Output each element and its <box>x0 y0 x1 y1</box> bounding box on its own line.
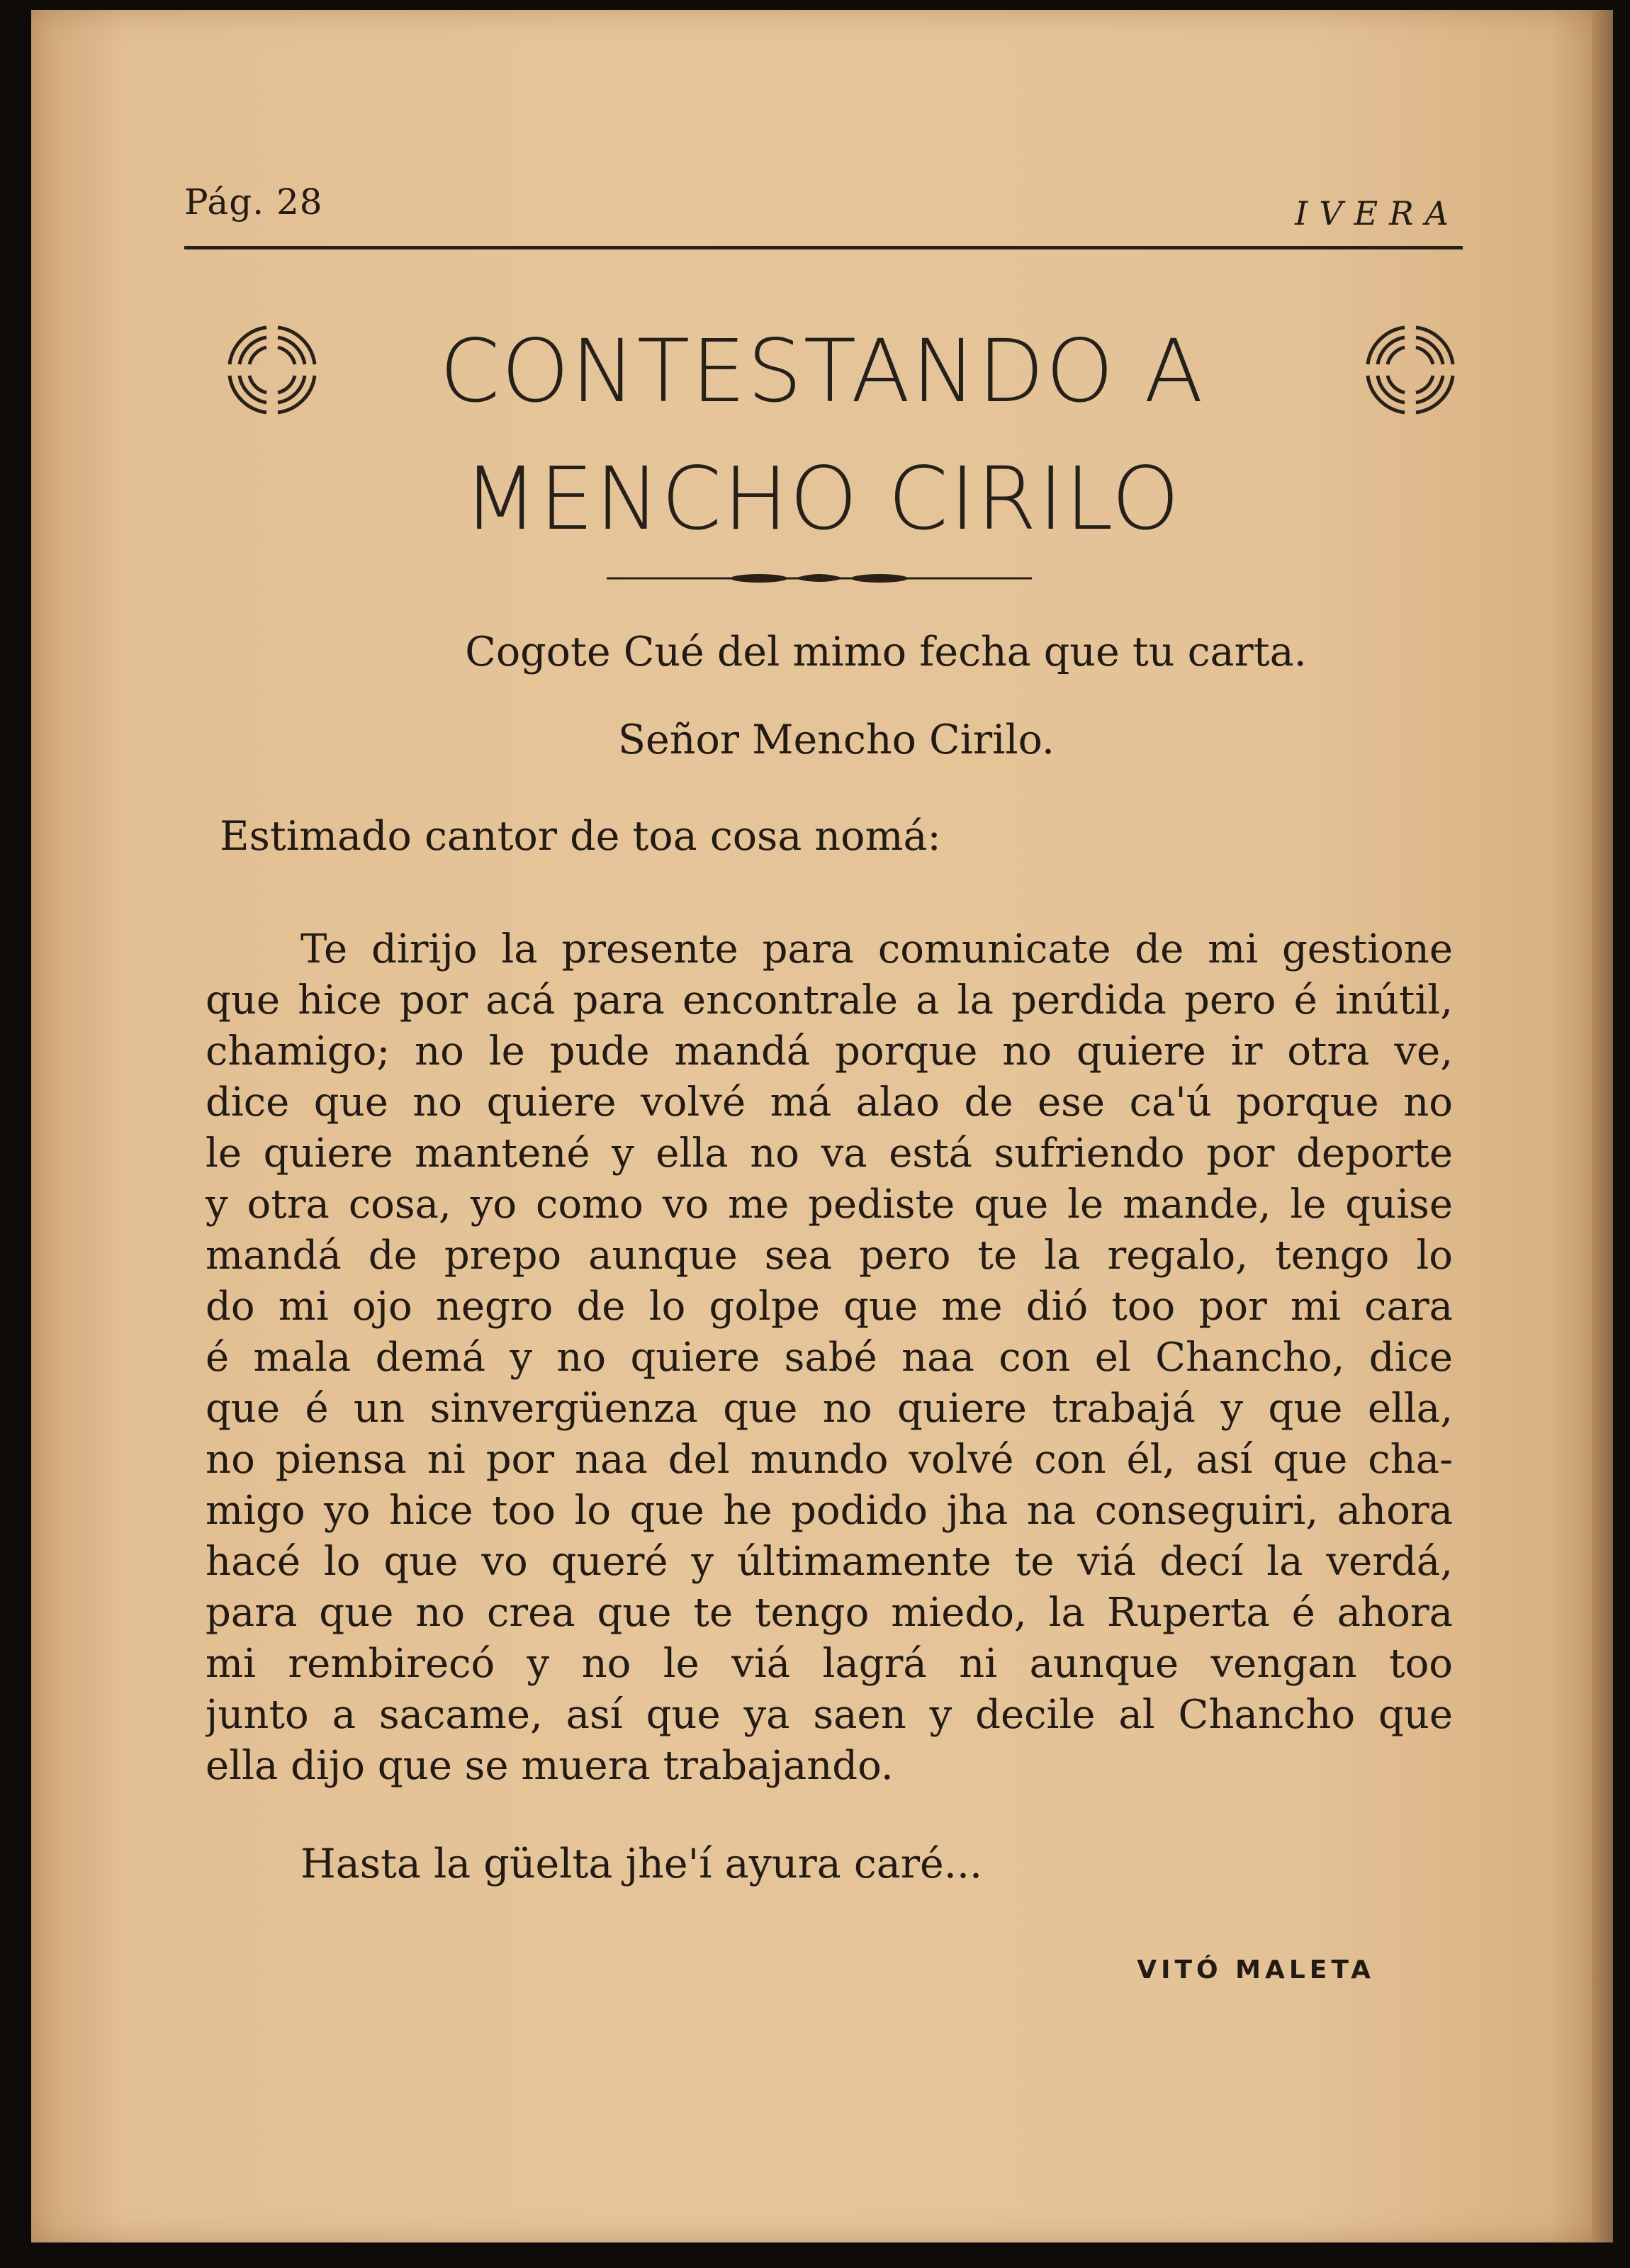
paragraph-line: dice que no quiere volvé má alao de ese ca'ú porque no <box>206 1079 1453 1125</box>
book-page <box>31 10 1613 2242</box>
paragraph-line: do mi ojo negro de lo golpe que me dió too por mi cara <box>206 1284 1453 1330</box>
circular-ornament-icon <box>1361 320 1460 420</box>
paragraph-line: chamigo; no le pude mandá porque no quiere ir otra ve, <box>206 1028 1453 1074</box>
paragraph-line: le quiere mantené y ella no va está sufriendo por deporte <box>206 1130 1453 1177</box>
paragraph-line: ella dijo que se muera trabajando. <box>206 1743 894 1789</box>
paragraph-line: é mala demá y no quiere sabé naa con el Chancho, dice <box>206 1335 1453 1381</box>
paragraph-line: y otra cosa, yo como vo me pediste que le mande, le quise <box>206 1181 1453 1228</box>
decorative-divider <box>607 570 1032 587</box>
paragraph-line: hacé lo que vo queré y últimamente te viá decí la verdá, <box>206 1539 1453 1585</box>
paragraph-line: para que no crea que te tengo miedo, la Ruperta é ahora <box>206 1590 1453 1636</box>
paragraph-line: mandá de prepo aunque sea pero te la regalo, tengo lo <box>206 1233 1453 1279</box>
page-header <box>184 173 1460 230</box>
letter-dateline: Cogote Cué del mimo fecha que tu carta. <box>465 629 1307 675</box>
magazine-name: IVERA <box>1295 194 1460 232</box>
letter-addressee: Señor Mencho Cirilo. <box>617 717 1055 763</box>
paragraph-line: no piensa ni por naa del mundo volvé con él, así que cha- <box>206 1437 1453 1483</box>
title-line-1: CONTESTANDO A <box>439 321 1205 422</box>
letter-signature: VITÓ MALETA <box>1137 1955 1375 1984</box>
paragraph-line: que hice por acá para encontrale a la perdida pero é inútil, <box>206 977 1453 1023</box>
paragraph-line: junto a sacame, así que ya saen y decile al Chancho que <box>206 1692 1453 1738</box>
header-rule <box>184 246 1463 249</box>
letter-salutation: Estimado cantor de toa cosa nomá: <box>220 813 941 860</box>
page-spine-edge <box>1592 10 1613 2242</box>
paragraph-line: Te dirijo la presente para comunicate de mi gestione <box>300 926 1453 972</box>
paragraph-line: migo yo hice too lo que he podido jha na conseguiri, ahora <box>206 1488 1453 1534</box>
title-line-2: MENCHO CIRILO <box>463 449 1181 549</box>
article-title <box>184 308 1460 563</box>
letter-paragraph <box>206 924 1453 1792</box>
title-area <box>184 308 1460 563</box>
paragraph-line: mi rembirecó y no le viá lagrá ni aunque vengan too <box>206 1641 1453 1687</box>
letter-closing: Hasta la güelta jhe'í ayura caré... <box>300 1841 983 1887</box>
paragraph-line: que é un sinvergüenza que no quiere trabajá y que ella, <box>206 1386 1453 1432</box>
page-number: Pág. 28 <box>184 181 323 223</box>
